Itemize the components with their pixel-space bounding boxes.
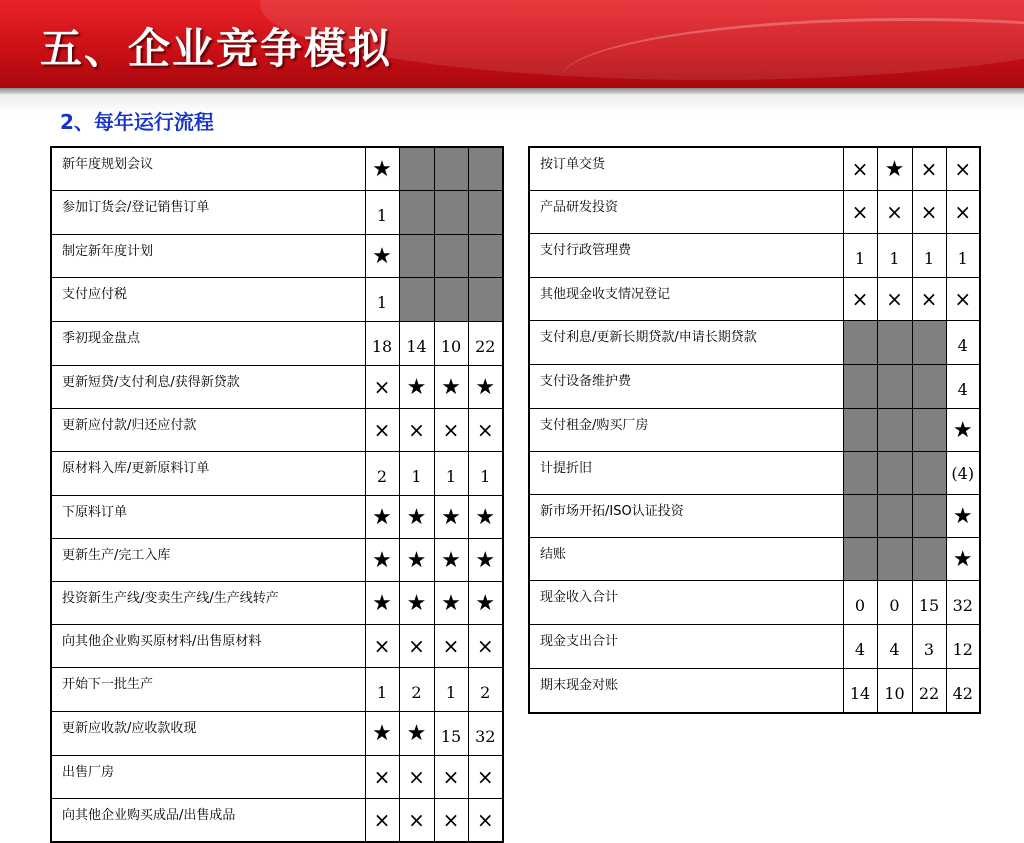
disabled-cell: [912, 452, 946, 495]
table-row: [529, 581, 980, 625]
disabled-cell: [843, 495, 877, 538]
quarter-value: 42: [946, 669, 980, 714]
star-icon: ★: [946, 409, 980, 452]
quarter-value: 2: [365, 452, 399, 496]
quarter-value: 22: [468, 322, 503, 366]
disabled-cell: [468, 278, 503, 322]
page-title: 五、企业竞争模拟: [40, 24, 393, 73]
quarter-value: 1: [434, 668, 468, 712]
step-label: 支付利息/更新长期贷款/申请长期贷款: [529, 321, 843, 365]
cross-icon: ×: [877, 191, 912, 234]
disabled-cell: [912, 365, 946, 409]
cross-icon: ×: [843, 191, 877, 234]
disabled-cell: [912, 409, 946, 452]
step-label: 新市场开拓/ISO认证投资: [529, 495, 843, 538]
table-row: [529, 365, 980, 409]
star-icon: ★: [399, 582, 434, 625]
disabled-cell: [399, 278, 434, 322]
step-label: 期末现金对账: [529, 669, 843, 714]
star-icon: ★: [399, 366, 434, 409]
disabled-cell: [912, 321, 946, 365]
table-row: [51, 625, 503, 668]
left-process-table: [50, 146, 504, 843]
table-row: [529, 147, 980, 191]
cross-icon: ×: [434, 756, 468, 799]
quarter-value: 1: [434, 452, 468, 496]
disabled-cell: [877, 365, 912, 409]
star-icon: ★: [468, 496, 503, 539]
table-row: [51, 322, 503, 366]
disabled-cell: [399, 235, 434, 278]
section-subtitle: 2、每年运行流程: [60, 110, 214, 134]
table-row: [51, 582, 503, 625]
step-label: 更新应付款/归还应付款: [51, 409, 365, 452]
step-label: 更新生产/完工入库: [51, 539, 365, 582]
cross-icon: ×: [946, 147, 980, 191]
quarter-value: 3: [912, 625, 946, 669]
step-label: 向其他企业购买成品/出售成品: [51, 799, 365, 843]
disabled-cell: [434, 191, 468, 235]
star-icon: ★: [365, 496, 399, 539]
table-row: [51, 668, 503, 712]
quarter-value: 4: [946, 321, 980, 365]
cross-icon: ×: [365, 366, 399, 409]
star-icon: ★: [468, 539, 503, 582]
table-row: [529, 234, 980, 278]
step-label: 计提折旧: [529, 452, 843, 495]
quarter-value: 1: [946, 234, 980, 278]
quarter-value: (4): [946, 452, 980, 495]
quarter-value: 18: [365, 322, 399, 366]
star-icon: ★: [946, 538, 980, 581]
quarter-value: 1: [365, 278, 399, 322]
cross-icon: ×: [946, 278, 980, 321]
quarter-value: 0: [843, 581, 877, 625]
table-row: [51, 409, 503, 452]
cross-icon: ×: [912, 278, 946, 321]
step-label: 支付租金/购买厂房: [529, 409, 843, 452]
right-process-table: [528, 146, 981, 714]
quarter-value: 32: [946, 581, 980, 625]
step-label: 制定新年度计划: [51, 235, 365, 278]
table-row: [51, 147, 503, 191]
table-row: [51, 366, 503, 409]
cross-icon: ×: [365, 409, 399, 452]
cross-icon: ×: [843, 147, 877, 191]
star-icon: ★: [399, 539, 434, 582]
disabled-cell: [843, 538, 877, 581]
star-icon: ★: [434, 539, 468, 582]
cross-icon: ×: [468, 799, 503, 843]
cross-icon: ×: [468, 756, 503, 799]
star-icon: ★: [434, 366, 468, 409]
table-row: [529, 452, 980, 495]
table-row: [529, 191, 980, 234]
disabled-cell: [434, 235, 468, 278]
table-row: [529, 625, 980, 669]
step-label: 出售厂房: [51, 756, 365, 799]
quarter-value: 1: [912, 234, 946, 278]
table-row: [529, 669, 980, 714]
step-label: 支付行政管理费: [529, 234, 843, 278]
table-row: [51, 191, 503, 235]
step-label: 新年度规划会议: [51, 147, 365, 191]
cross-icon: ×: [912, 191, 946, 234]
disabled-cell: [468, 191, 503, 235]
disabled-cell: [912, 538, 946, 581]
quarter-value: 1: [399, 452, 434, 496]
star-icon: ★: [946, 495, 980, 538]
star-icon: ★: [365, 582, 399, 625]
step-label: 按订单交货: [529, 147, 843, 191]
cross-icon: ×: [365, 756, 399, 799]
step-label: 支付设备维护费: [529, 365, 843, 409]
star-icon: ★: [365, 539, 399, 582]
table-row: [529, 538, 980, 581]
cross-icon: ×: [468, 625, 503, 668]
cross-icon: ×: [877, 278, 912, 321]
step-label: 投资新生产线/变卖生产线/生产线转产: [51, 582, 365, 625]
star-icon: ★: [877, 147, 912, 191]
disabled-cell: [434, 147, 468, 191]
disabled-cell: [843, 365, 877, 409]
disabled-cell: [877, 538, 912, 581]
star-icon: ★: [365, 235, 399, 278]
quarter-value: 10: [434, 322, 468, 366]
quarter-value: 14: [843, 669, 877, 714]
table-row: [51, 756, 503, 799]
quarter-value: 1: [877, 234, 912, 278]
cross-icon: ×: [365, 625, 399, 668]
star-icon: ★: [399, 712, 434, 756]
star-icon: ★: [434, 496, 468, 539]
table-row: [51, 712, 503, 756]
quarter-value: 14: [399, 322, 434, 366]
cross-icon: ×: [434, 625, 468, 668]
step-label: 开始下一批生产: [51, 668, 365, 712]
disabled-cell: [843, 452, 877, 495]
star-icon: ★: [365, 712, 399, 756]
disabled-cell: [843, 409, 877, 452]
star-icon: ★: [468, 582, 503, 625]
star-icon: ★: [434, 582, 468, 625]
cross-icon: ×: [365, 799, 399, 843]
disabled-cell: [399, 191, 434, 235]
step-label: 季初现金盘点: [51, 322, 365, 366]
disabled-cell: [468, 235, 503, 278]
disabled-cell: [434, 278, 468, 322]
table-row: [529, 278, 980, 321]
step-label: 向其他企业购买原材料/出售原材料: [51, 625, 365, 668]
quarter-value: 2: [399, 668, 434, 712]
quarter-value: 4: [843, 625, 877, 669]
table-row: [529, 409, 980, 452]
step-label: 参加订货会/登记销售订单: [51, 191, 365, 235]
cross-icon: ×: [399, 409, 434, 452]
disabled-cell: [877, 452, 912, 495]
quarter-value: 32: [468, 712, 503, 756]
step-label: 现金收入合计: [529, 581, 843, 625]
quarter-value: 15: [912, 581, 946, 625]
table-row: [51, 496, 503, 539]
quarter-value: 1: [365, 191, 399, 235]
quarter-value: 1: [468, 452, 503, 496]
cross-icon: ×: [912, 147, 946, 191]
quarter-value: 2: [468, 668, 503, 712]
quarter-value: 15: [434, 712, 468, 756]
disabled-cell: [843, 321, 877, 365]
step-label: 原材料入库/更新原料订单: [51, 452, 365, 496]
disabled-cell: [877, 321, 912, 365]
step-label: 结账: [529, 538, 843, 581]
quarter-value: 4: [946, 365, 980, 409]
table-row: [51, 799, 503, 843]
step-label: 其他现金收支情况登记: [529, 278, 843, 321]
disabled-cell: [399, 147, 434, 191]
disabled-cell: [912, 495, 946, 538]
star-icon: ★: [365, 147, 399, 191]
disabled-cell: [468, 147, 503, 191]
quarter-value: 1: [365, 668, 399, 712]
table-row: [51, 539, 503, 582]
quarter-value: 12: [946, 625, 980, 669]
quarter-value: 1: [843, 234, 877, 278]
quarter-value: 10: [877, 669, 912, 714]
step-label: 更新应收款/应收款收现: [51, 712, 365, 756]
cross-icon: ×: [468, 409, 503, 452]
disabled-cell: [877, 495, 912, 538]
step-label: 更新短贷/支付利息/获得新贷款: [51, 366, 365, 409]
table-row: [529, 321, 980, 365]
cross-icon: ×: [434, 799, 468, 843]
cross-icon: ×: [399, 799, 434, 843]
step-label: 现金支出合计: [529, 625, 843, 669]
table-row: [51, 235, 503, 278]
table-row: [51, 278, 503, 322]
quarter-value: 22: [912, 669, 946, 714]
table-row: [529, 495, 980, 538]
disabled-cell: [877, 409, 912, 452]
cross-icon: ×: [399, 625, 434, 668]
quarter-value: 0: [877, 581, 912, 625]
table-row: [51, 452, 503, 496]
step-label: 支付应付税: [51, 278, 365, 322]
cross-icon: ×: [434, 409, 468, 452]
cross-icon: ×: [843, 278, 877, 321]
cross-icon: ×: [946, 191, 980, 234]
quarter-value: 4: [877, 625, 912, 669]
star-icon: ★: [468, 366, 503, 409]
cross-icon: ×: [399, 756, 434, 799]
step-label: 产品研发投资: [529, 191, 843, 234]
star-icon: ★: [399, 496, 434, 539]
step-label: 下原料订单: [51, 496, 365, 539]
